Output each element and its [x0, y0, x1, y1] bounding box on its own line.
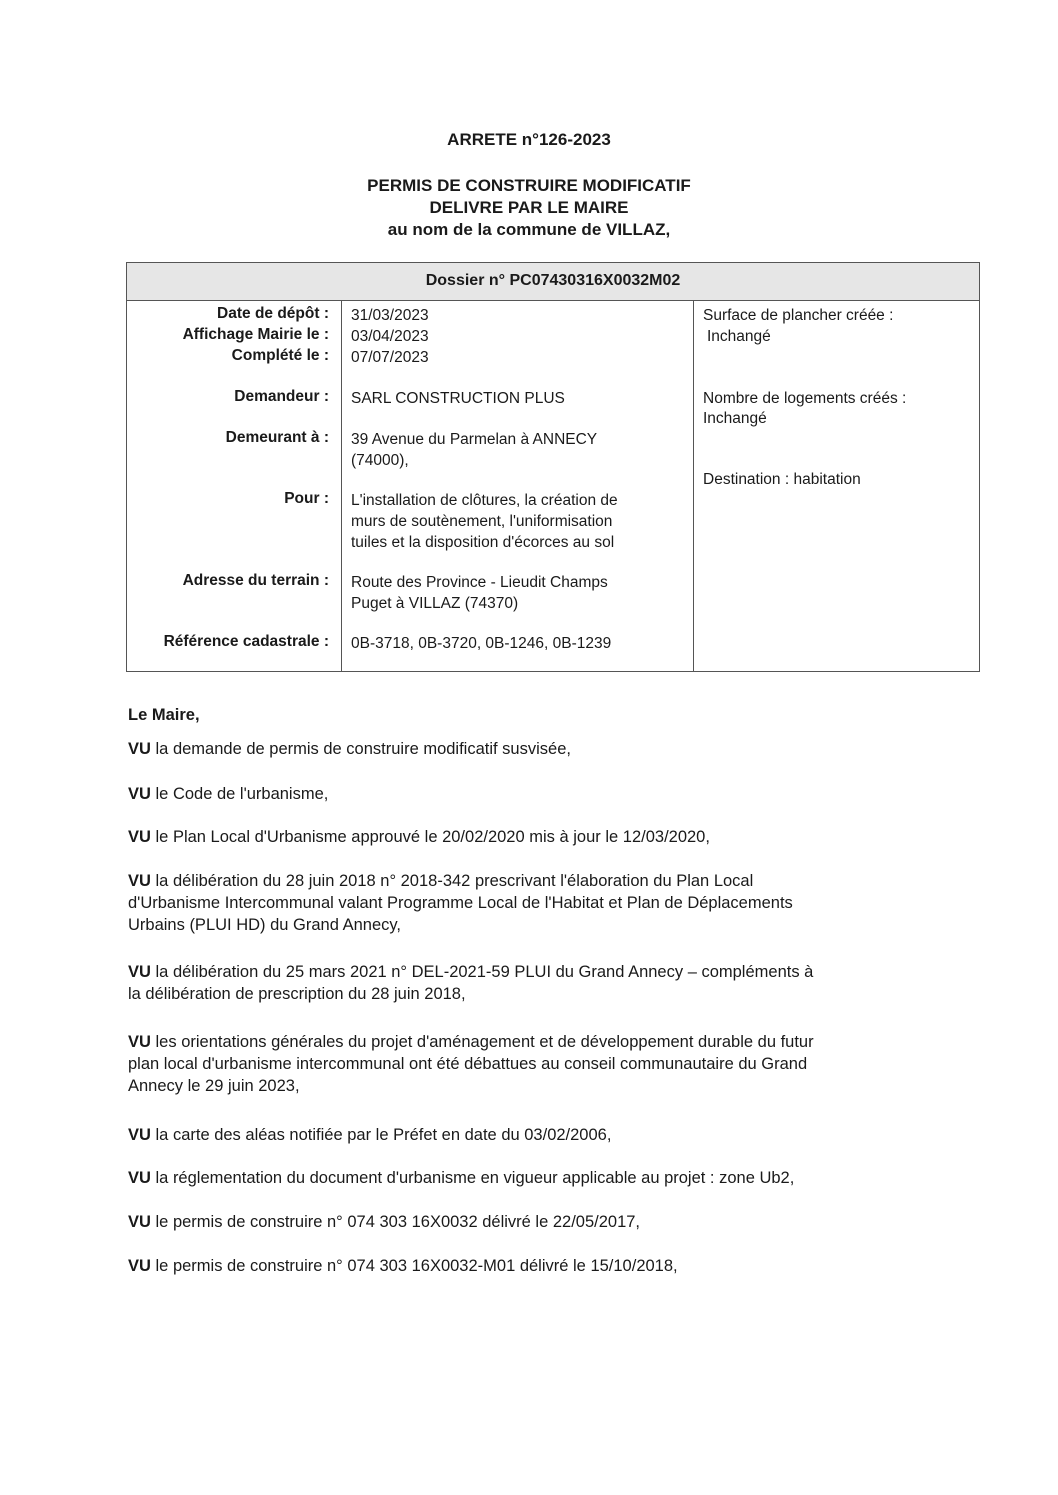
demeurant-value-line2: (74000),: [351, 452, 409, 469]
vu-paragraph-5: [128, 961, 948, 1005]
pour-label: Pour :: [284, 490, 329, 507]
vu-text: la délibération du 25 mars 2021 n° DEL-2021-59 PLUI du Grand Annecy – compléments à: [155, 963, 814, 981]
affichage-value: 03/04/2023: [351, 328, 429, 345]
arrete-title: ARRETE n°126-2023: [447, 130, 611, 149]
vu-label: VU: [128, 828, 151, 846]
vu-label: VU: [128, 1257, 151, 1275]
adresse-label: Adresse du terrain :: [182, 572, 329, 589]
date-depot-label: Date de dépôt :: [217, 305, 329, 322]
surface-label: Surface de plancher créée :: [703, 307, 894, 324]
vu-text: le permis de construire n° 074 303 16X0032 délivré le 22/05/2017,: [155, 1213, 641, 1231]
pour-value-line3: tuiles et la disposition d'écorces au sol: [351, 534, 615, 551]
permis-title-line3: au nom de la commune de VILLAZ,: [387, 220, 671, 239]
destination-text: Destination : habitation: [703, 471, 861, 488]
demeurant-label: Demeurant à :: [225, 429, 329, 446]
vu-text: la réglementation du document d'urbanisme en vigueur applicable au projet : zone Ub2,: [155, 1169, 795, 1187]
vu-text: la demande de permis de construire modificatif susvisée,: [155, 740, 571, 758]
demandeur-label: Demandeur :: [234, 388, 329, 405]
pour-value-line2: murs de soutènement, l'uniformisation: [351, 513, 613, 530]
le-maire: Le Maire,: [128, 706, 200, 724]
complete-label: Complété le :: [231, 347, 329, 364]
vu-text: le Plan Local d'Urbanisme approuvé le 20/02/2020 mis à jour le 12/03/2020,: [155, 828, 710, 846]
logements-value: Inchangé: [703, 410, 767, 427]
reference-value: 0B-3718, 0B-3720, 0B-1246, 0B-1239: [351, 635, 612, 652]
reference-label: Référence cadastrale :: [163, 633, 329, 650]
dossier-title: Dossier n° PC07430316X0032M02: [127, 263, 979, 301]
column-divider: [693, 301, 694, 671]
vu-paragraph-4: [128, 870, 948, 936]
vu-paragraph-1: [128, 738, 948, 760]
logements-label: Nombre de logements créés :: [703, 390, 907, 407]
complete-value: 07/07/2023: [351, 349, 429, 366]
vu-label: VU: [128, 1126, 151, 1144]
vu-paragraph-9: [128, 1211, 948, 1233]
vu-label: VU: [128, 785, 151, 803]
vu-text: le permis de construire n° 074 303 16X0032-M01 délivré le 15/10/2018,: [155, 1257, 678, 1275]
pour-value-line1: L'installation de clôtures, la création de: [351, 492, 618, 509]
demandeur-value: SARL CONSTRUCTION PLUS: [351, 390, 565, 407]
vu-label: VU: [128, 740, 151, 758]
vu-label: VU: [128, 963, 151, 981]
column-divider: [341, 301, 342, 671]
vu-paragraph-3: [128, 826, 948, 848]
permis-title-line1: PERMIS DE CONSTRUIRE MODIFICATIF: [367, 176, 691, 195]
vu-text: le Code de l'urbanisme,: [155, 785, 329, 803]
vu-label: VU: [128, 1033, 151, 1051]
adresse-value-line2: Puget à VILLAZ (74370): [351, 595, 519, 612]
vu-label: VU: [128, 1169, 151, 1187]
vu-paragraph-8: [128, 1167, 948, 1189]
vu-text: Urbains (PLUI HD) du Grand Annecy,: [128, 916, 401, 934]
surface-value: Inchangé: [707, 328, 771, 345]
vu-text: la délibération du 28 juin 2018 n° 2018-342 prescrivant l'élaboration du Plan Local: [155, 872, 754, 890]
vu-text: Annecy le 29 juin 2023,: [128, 1077, 300, 1095]
vu-text: la délibération de prescription du 28 juin 2018,: [128, 985, 466, 1003]
vu-text: d'Urbanisme Intercommunal valant Programme Local de l'Habitat et Plan de Déplacements: [128, 894, 793, 912]
vu-label: VU: [128, 872, 151, 890]
vu-paragraph-10: [128, 1255, 948, 1277]
vu-text: la carte des aléas notifiée par le Préfet en date du 03/02/2006,: [155, 1126, 612, 1144]
date-depot-value: 31/03/2023: [351, 307, 429, 324]
vu-paragraph-7: [128, 1124, 948, 1146]
affichage-label: Affichage Mairie le :: [182, 326, 329, 343]
vu-text: plan local d'urbanisme intercommunal ont été débattues au conseil communautaire du Grand: [128, 1055, 808, 1073]
dossier-box: [126, 262, 980, 672]
vu-paragraph-2: [128, 783, 948, 805]
adresse-value-line1: Route des Province - Lieudit Champs: [351, 574, 608, 591]
permis-title-line2: DELIVRE PAR LE MAIRE: [429, 198, 629, 217]
vu-text: les orientations générales du projet d'aménagement et de développement durable du futur: [155, 1033, 814, 1051]
vu-label: VU: [128, 1213, 151, 1231]
demeurant-value-line1: 39 Avenue du Parmelan à ANNECY: [351, 431, 598, 448]
vu-paragraph-6: [128, 1031, 948, 1097]
